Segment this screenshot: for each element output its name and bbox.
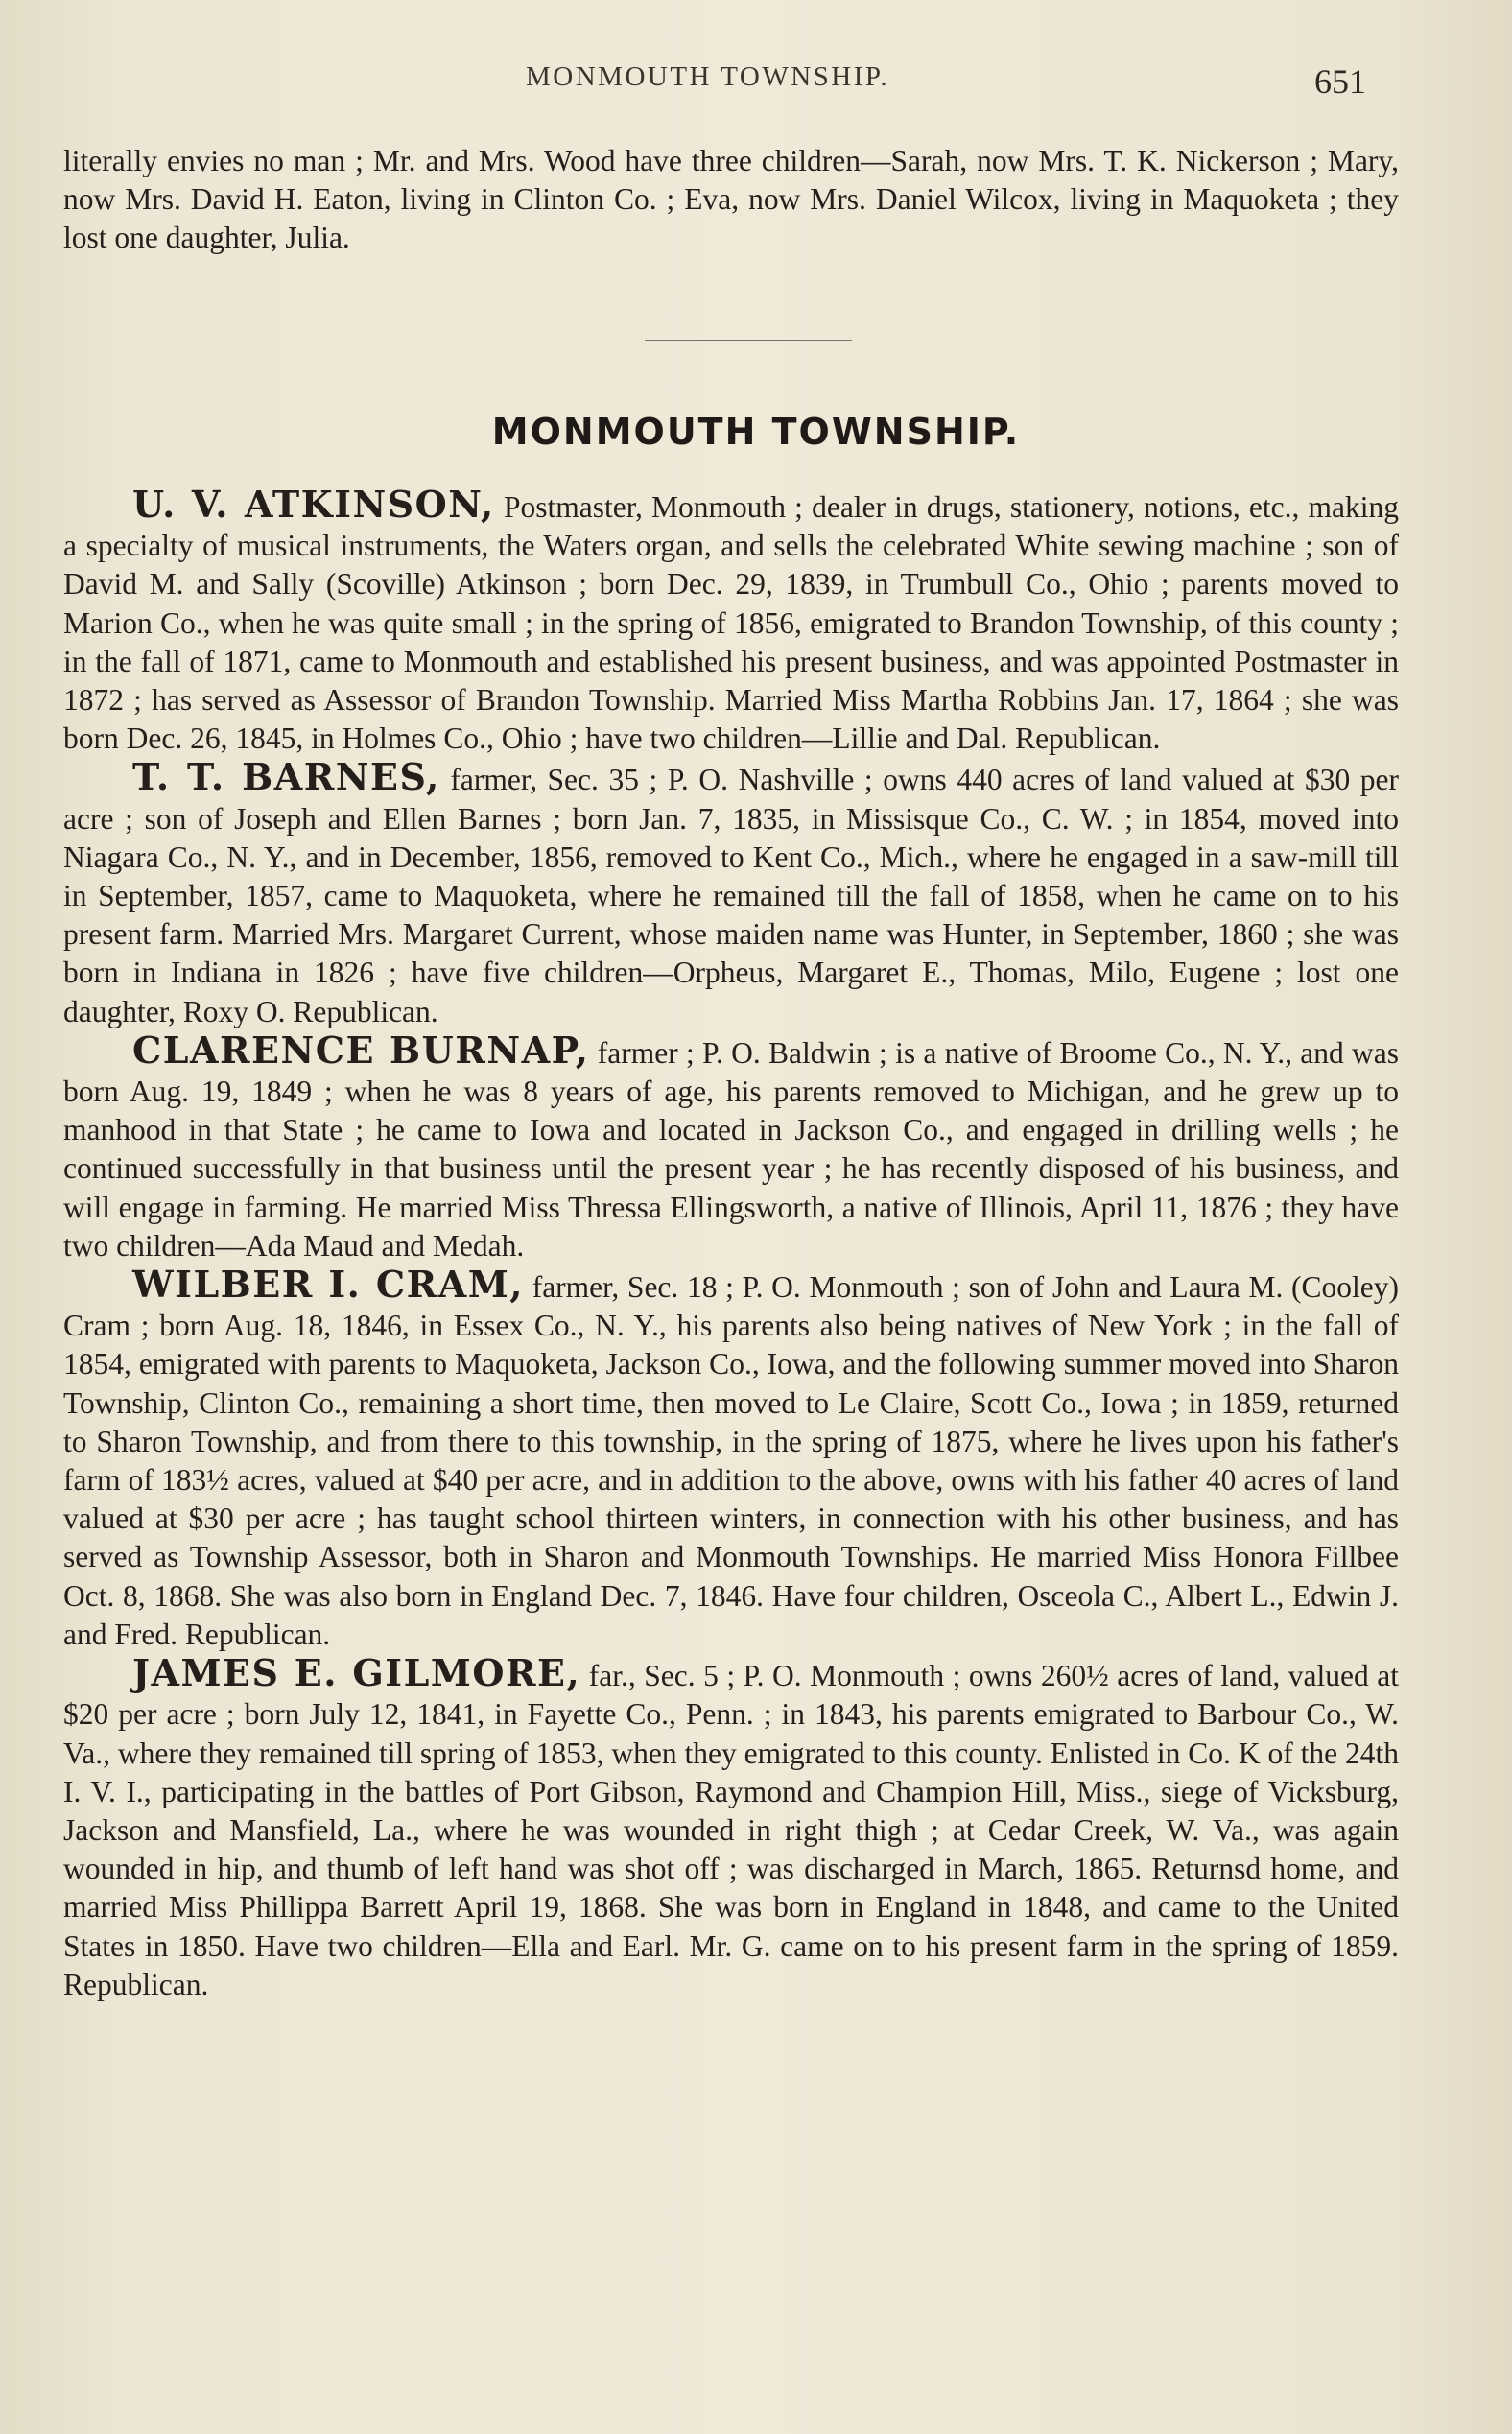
entry-cram: [63, 1265, 1399, 1654]
entry-name: T. T. BARNES,: [132, 755, 440, 799]
entry-text: farmer, Sec. 18 ; P. O. Monmouth ; son of John and Laura M. (Cooley) Cram ; born Aug. 18, 1846, in Essex Co., N. Y., his parents also being natives of New York ; in the fall of 1854, emigrated with parents to Maquoketa, Jackson Co., Iowa, and the following summer moved into Sharon Township, Clinton Co., remaining a short time, then moved to Le Claire, Scott Co., Iowa ; in 1859, returned to Sharon Township, and from there to this township, in the spring of 1875, where he lives upon his father's farm of 183½ acres, valued at $40 per acre, and in addition to the above, owns with his father 40 acres of land valued at $30 per acre ; has taught school thirteen winters, in connection with his other business, and has served as Township Assessor, both in Sharon and Monmouth Townships. He married Miss Honora Fillbee Oct. 8, 1868. She was also born in England Dec. 7, 1846. Have four children, Osceola C., Albert L., Edwin J. and Fred. Republican.: [63, 1270, 1399, 1651]
entry-atkinson: [63, 485, 1399, 758]
entry-name: JAMES E. GILMORE,: [132, 1651, 581, 1695]
running-head: [0, 54, 1512, 111]
page-number: 651: [1314, 62, 1366, 101]
continued-text: [63, 142, 1399, 258]
entry-burnap: [63, 1028, 1399, 1265]
entry-gilmore: [63, 1651, 1400, 2004]
entry-name: U. V. ATKINSON,: [132, 483, 495, 526]
entries-list: [63, 485, 1399, 2004]
entry-text: farmer, Sec. 35 ; P. O. Nashville ; owns 440 acres of land valued at $30 per acre ; son of Joseph and Ellen Barnes ; born Jan. 7, 1835, in Missisque Co., C. W. ; in 1854, moved into Niagara Co., N. Y., and in December, 1856, removed to Kent Co., Mich., where he engaged in a saw-mill till in September, 1857, came to Maquoketa, where he remained till the fall of 1858, when he came on to his present farm. Married Mrs. Margaret Current, whose maiden name was Hunter, in September, 1860 ; she was born in Indiana in 1826 ; have five children—Orpheus, Margaret E., Thomas, Milo, Eugene ; lost one daughter, Roxy O. Republican.: [63, 763, 1400, 1028]
running-title: MONMOUTH TOWNSHIP.: [526, 61, 890, 92]
continued-paragraph: literally envies no man ; Mr. and Mrs. Wood have three children—Sarah, now Mrs. T. K. Nickerson ; Mary, now Mrs. David H. Eaton, living in Clinton Co. ; Eva, now Mrs. Daniel Wilcox, living in Maquoketa ; they lost one daughter, Julia.: [63, 144, 1399, 255]
entry-name: WILBER I. CRAM,: [132, 1263, 525, 1307]
entry-name: CLARENCE BURNAP,: [132, 1028, 590, 1072]
entry-text: far., Sec. 5 ; P. O. Monmouth ; owns 260½ acres of land, valued at $20 per acre ; born July 12, 1841, in Fayette Co., Penn. ; in 1843, his parents emigrated to Barbour Co., W. Va., where they remained till spring of 1853, when they emigrated to this county. Enlisted in Co. K of the 24th I. V. I., participating in the battles of Port Gibson, Raymond and Champion Hill, Miss., siege of Vicksburg, Jackson and Mansfield, La., where he was wounded in right thigh ; at Cedar Creek, W. Va., was again wounded in hip, and thumb of left hand was shot off ; was discharged in March, 1865. Returnsd home, and married Miss Phillippa Barrett April 19, 1868. She was born in England in 1848, and came to the United States in 1850. Have two children—Ella and Earl. Mr. G. came on to his present farm in the spring of 1859. Republican.: [63, 1659, 1400, 2001]
section-heading: MONMOUTH TOWNSHIP.: [491, 411, 1021, 453]
entry-text: farmer ; P. O. Baldwin ; is a native of Broome Co., N. Y., and was born Aug. 19, 1849 ; when he was 8 years of age, his parents removed to Michigan, and he grew up to manhood in that State ; he came to Iowa and located in Jackson Co., and engaged in drilling wells ; he continued successfully in that business until the present year ; he has recently disposed of his business, and will engage in farming. He married Miss Thressa Ellingsworth, a native of Illinois, April 11, 1876 ; they have two children—Ada Maud and Medah.: [63, 1035, 1399, 1263]
section-divider: [645, 340, 852, 341]
entry-barnes: [63, 755, 1400, 1030]
entry-text: Postmaster, Monmouth ; dealer in drugs, stationery, notions, etc., making a specialty of musical instruments, the Waters organ, and sells the celebrated White sewing machine ; son of David M. and Sally (Scoville) Atkinson ; born Dec. 29, 1839, in Trumbull Co., Ohio ; parents moved to Marion Co., when he was quite small ; in the spring of 1856, emigrated to Brandon Township, of this county ; in the fall of 1871, came to Monmouth and established his present business, and was appointed Postmaster in 1872 ; has served as Assessor of Brandon Township. Married Miss Martha Robbins Jan. 17, 1864 ; she was born Dec. 26, 1845, in Holmes Co., Ohio ; have two children—Lillie and Dal. Republican.: [63, 490, 1400, 756]
